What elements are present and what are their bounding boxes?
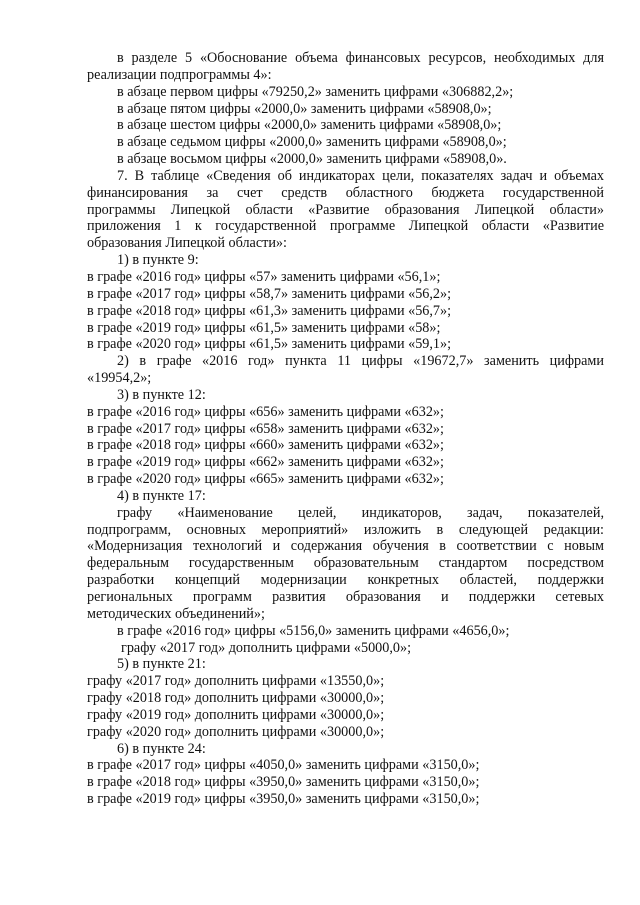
text-line: графу «2018 год» дополнить цифрами «30000,0»;	[87, 690, 385, 707]
text-line: в абзаце шестом цифры «2000,0» заменить цифрами «58908,0»;	[117, 117, 502, 134]
text-line: в графе «2019 год» цифры «662» заменить цифрами «632»;	[87, 454, 444, 471]
text-line: 6) в пункте 24:	[117, 740, 206, 757]
text-line: в абзаце пятом цифры «2000,0» заменить цифрами «58908,0»;	[117, 100, 492, 117]
text-line: 2) в графе «2016 год» пункта 11 цифры «19672,7» заменить цифрами	[117, 353, 604, 370]
text-line: в графе «2019 год» цифры «61,5» заменить цифрами «58»;	[87, 319, 441, 336]
text-line: «Модернизация технологий и содержания обучения в соответствии с новым	[87, 538, 604, 555]
text-line: графу «Наименование целей, индикаторов, задач, показателей,	[117, 504, 604, 521]
text-line: 7. В таблице «Сведения об индикаторах цели, показателях задач и объемах	[117, 167, 604, 184]
text-line: «19954,2»;	[87, 370, 152, 387]
text-line: в абзаце первом цифры «79250,2» заменить цифрами «306882,2»;	[117, 83, 514, 100]
text-line: в графе «2016 год» цифры «57» заменить цифрами «56,1»;	[87, 268, 441, 285]
text-line: в графе «2016 год» цифры «656» заменить цифрами «632»;	[87, 403, 444, 420]
text-line: 1) в пункте 9:	[117, 252, 199, 269]
text-line: графу «2017 год» дополнить цифрами «5000,0»;	[121, 639, 412, 656]
text-line: 5) в пункте 21:	[117, 656, 206, 673]
text-line: реализации подпрограммы 4»:	[87, 66, 272, 83]
text-line: в графе «2019 год» цифры «3950,0» заменить цифрами «3150,0»;	[87, 791, 480, 808]
text-line: в графе «2018 год» цифры «61,3» заменить цифрами «56,7»;	[87, 302, 452, 319]
text-line: графу «2019 год» дополнить цифрами «30000,0»;	[87, 706, 385, 723]
text-line: графу «2017 год» дополнить цифрами «13550,0»;	[87, 673, 385, 690]
text-line: 4) в пункте 17:	[117, 487, 206, 504]
text-line: федеральным государственным образовательным стандартом посредством	[87, 555, 604, 572]
text-line: в графе «2017 год» цифры «4050,0» заменить цифрами «3150,0»;	[87, 757, 480, 774]
text-line: разработки концепций модернизации конкретных областей, поддержки	[87, 572, 604, 589]
text-line: графу «2020 год» дополнить цифрами «30000,0»;	[87, 723, 385, 740]
text-line: в абзаце седьмом цифры «2000,0» заменить цифрами «58908,0»;	[117, 134, 507, 151]
text-line: программы Липецкой области «Развитие образования Липецкой области»	[87, 201, 604, 218]
text-line: в графе «2018 год» цифры «3950,0» заменить цифрами «3150,0»;	[87, 774, 480, 791]
text-line: в абзаце восьмом цифры «2000,0» заменить цифрами «58908,0».	[117, 151, 507, 168]
text-line: в графе «2016 год» цифры «5156,0» заменить цифрами «4656,0»;	[117, 622, 510, 639]
text-line: образования Липецкой области»:	[87, 235, 287, 252]
text-line: в разделе 5 «Обоснование объема финансовых ресурсов, необходимых для	[117, 50, 604, 66]
text-line: региональных программ развития образования и поддержки сетевых	[87, 589, 604, 605]
document-page	[87, 50, 604, 808]
text-line: 3) в пункте 12:	[117, 386, 206, 403]
text-line: в графе «2017 год» цифры «58,7» заменить цифрами «56,2»;	[87, 285, 452, 302]
text-line: в графе «2020 год» цифры «665» заменить цифрами «632»;	[87, 471, 444, 488]
text-line: подпрограмм, основных мероприятий» изложить в следующей редакции:	[87, 521, 604, 538]
text-line: финансирования за счет средств областного бюджета государственной	[87, 184, 604, 201]
text-line: методических объединений»;	[87, 605, 265, 622]
text-line: в графе «2018 год» цифры «660» заменить цифрами «632»;	[87, 437, 444, 454]
text-line: приложения 1 к государственной программе Липецкой области «Развитие	[87, 218, 604, 235]
text-line: в графе «2020 год» цифры «61,5» заменить цифрами «59,1»;	[87, 336, 452, 353]
text-line: в графе «2017 год» цифры «658» заменить цифрами «632»;	[87, 420, 444, 437]
